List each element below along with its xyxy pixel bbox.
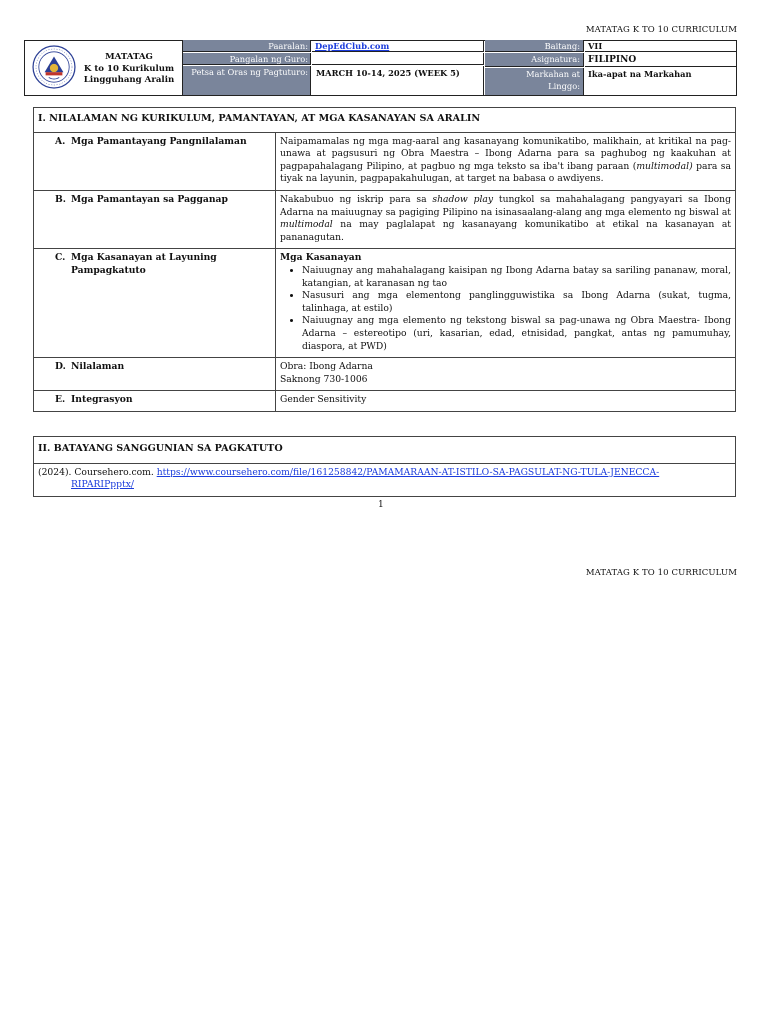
- page-number: 1: [378, 500, 384, 510]
- row-b-content: [276, 190, 736, 248]
- row-a-text-2: para sa tiyak na layunin, pagpapakahulugan, at target na babasa o awdiyens.: [280, 160, 731, 185]
- markahan-label-line2: Linggo:: [548, 81, 580, 91]
- petsa-label: Petsa at Oras ng Pagtuturo:: [183, 66, 311, 95]
- guro-label: Pangalan ng Guro:: [183, 53, 311, 65]
- guro-field: [312, 53, 484, 65]
- row-d-letter: D.: [55, 361, 66, 373]
- markahan-label-line1: Markahan at: [526, 69, 580, 79]
- row-a-content: [276, 132, 736, 190]
- row-b-text-italic-1: shadow play: [432, 193, 494, 205]
- row-e-label-text: Integrasyon: [71, 394, 133, 406]
- markahan-label: [485, 68, 584, 95]
- reference-prefix: (2024). Coursehero.com.: [38, 466, 157, 478]
- row-d-content: [276, 358, 736, 391]
- list-item: • Nasusuri ang mga elementong panglingguwistika sa Ibong Adarna (sukat, tugma, talinhaga, at estilo): [302, 290, 731, 315]
- row-e-letter: E.: [55, 394, 66, 406]
- reference-entry: [34, 463, 736, 496]
- list-item: • Naiuugnay ang mahahalagang kaisipan ng Ibong Adarna batay sa sariling pananaw, moral, katangian, at karanasan ng tao: [302, 265, 731, 290]
- row-b-text-1: Nakabubuo ng iskrip para sa: [280, 193, 433, 205]
- paaralan-label: Paaralan:: [183, 40, 311, 52]
- row-d-line1: Obra: Ibong Adarna: [280, 361, 373, 373]
- section-2-title: II. BATAYANG SANGGUNIAN SA PAGKATUTO: [34, 437, 736, 464]
- row-a-text-1: Naipamamalas ng mga mag-aaral ang kasanayang komunikatibo, malikhain, at kritikal na pag-unawa at pagsusuri ng Obra Maestra – Ibong Adarna para sa paghubog ng kaakuhan at pagpapahalagang Pilipino, at pagbuo ng mga teksto sa iba't ibang paraan (: [280, 135, 731, 172]
- section-1-title: I. NILALAMAN NG KURIKULUM, PAMANTAYAN, AT MGA KASANAYAN SA ARALIN: [34, 108, 736, 133]
- curriculum-label-next-page: MATATAG K TO 10 CURRICULUM: [585, 568, 737, 578]
- header-title-line1: MATATAG: [105, 52, 153, 62]
- baitang-value: VII: [585, 40, 736, 52]
- asignatura-label: Asignatura:: [485, 53, 584, 67]
- section-curriculum-table: [33, 107, 736, 412]
- reference-link[interactable]: https://www.coursehero.com/file/161258842/PAMAMARAAN-AT-ISTILO-SA-PAGSULAT-NG-TULA-JENECCA- RIPARIPpptx/: [71, 466, 660, 491]
- row-e-label: [34, 391, 276, 412]
- baitang-label: Baitang:: [485, 40, 584, 52]
- row-b-text-italic-2: multimodal: [280, 219, 333, 231]
- row-b-label: [34, 190, 276, 248]
- row-a-text-italic: multimodal): [636, 160, 693, 172]
- row-a-label-text: Mga Pamantayang Pangnilalaman: [71, 135, 247, 147]
- skills-list: [280, 265, 731, 353]
- row-a-letter: A.: [55, 135, 66, 147]
- row-e-content: Gender Sensitivity: [276, 391, 736, 412]
- header-title-cell: [24, 40, 183, 96]
- row-b-text-2: tungkol sa mahahalagang pangyayari sa Ibong Adarna na maiuugnay sa pagiging Pilipino na isinasaalang-alang ang mga elemento ng biswal at: [280, 193, 731, 218]
- lesson-header: [24, 40, 737, 96]
- row-a-label: [34, 132, 276, 190]
- row-c-letter: C.: [55, 252, 66, 264]
- list-item: • Naiuugnay ang mga elemento ng tekstong biswal sa pag-unawa ng Obra Maestra- Ibong Adarna – estereotipo (uri, kasarian, edad, etnisidad, pangkat, antas ng pamumuhay, diaspora, at PWD): [302, 315, 731, 353]
- row-d-label-text: Nilalaman: [71, 361, 125, 373]
- header-title-line2: K to 10 Kurikulum: [83, 63, 175, 74]
- header-title-line3: Lingguhang Aralin: [83, 75, 175, 85]
- row-d-label: [34, 358, 276, 391]
- asignatura-value: FILIPINO: [585, 53, 736, 67]
- curriculum-label-top: MATATAG K TO 10 CURRICULUM: [585, 25, 737, 35]
- row-b-letter: B.: [55, 193, 66, 205]
- section-references-table: [33, 436, 736, 497]
- row-d-line2: Saknong 730-1006: [280, 373, 368, 385]
- paaralan-link[interactable]: DepEdClub.com: [315, 41, 390, 51]
- row-c-label-text: Mga Kasanayan at Layuning Pampagkatuto: [71, 252, 217, 276]
- markahan-value: Ika-apat na Markahan: [588, 69, 692, 79]
- row-c-content: [276, 249, 736, 358]
- row-b-text-3: na may paglalapat ng kasanayang komunikatibo at etikal na kasanayan at pananagutan.: [280, 219, 731, 243]
- petsa-field: MARCH 10-14, 2025 (WEEK 5): [312, 66, 484, 95]
- deped-seal-icon: [32, 45, 76, 89]
- row-b-label-text: Mga Pamantayan sa Pagganap: [71, 193, 228, 205]
- row-c-heading: Mga Kasanayan: [280, 252, 362, 264]
- paaralan-field: [312, 40, 484, 52]
- row-c-label: [34, 249, 276, 358]
